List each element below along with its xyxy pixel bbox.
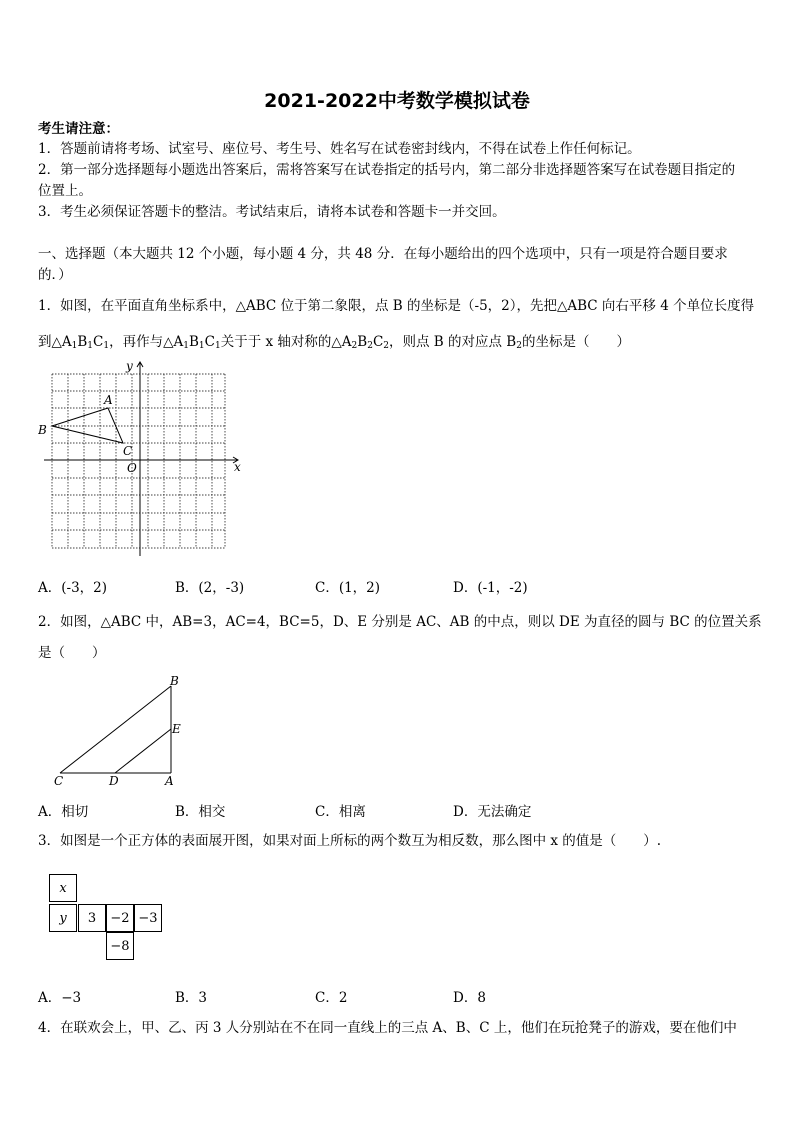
notice-item-2-cont: 位置上。 [38,183,92,199]
section-heading: 一、选择题（本大题共 12 个小题，每小题 4 分，共 48 分．在每小题给出的四个选项中，只有一项是符合题目要求 [38,246,728,262]
label-y: y [126,359,133,373]
q2-triangle-figure [50,672,190,792]
label-a: A [104,393,113,407]
q3-option-b[interactable]: B．3 [175,990,208,1006]
q2-option-d[interactable]: D．无法确定 [453,804,532,820]
label-e: E [172,722,181,736]
notice-item-1: 1．答题前请将考场、试室号、座位号、考生号、姓名写在试卷密封线内，不得在试卷上作任何标记。 [38,141,641,157]
section-heading-cont: 的．） [38,267,72,283]
net-cell-x: x [49,874,77,902]
notice-item-2: 2．第一部分选择题每小题选出答案后，需将答案写在试卷指定的括号内，第二部分非选择题答案写在试卷题目指定的 [38,162,736,178]
q4-stem-line1: 4．在联欢会上，甲、乙、丙 3 人分别站在不在同一直线上的三点 A、B、C 上，他们在玩抢凳子的游戏，要在他们中 [38,1020,737,1036]
net-cell-neg3: −3 [134,904,162,932]
label-d: D [109,774,119,788]
label-c: C [123,444,133,458]
q1-option-a[interactable]: A．(-3，2) [38,580,108,596]
label-b: B [170,674,179,688]
q2-stem-line1: 2．如图，△ABC 中，AB=3，AC=4，BC=5，D、E 分别是 AC、AB 的中点，则以 DE 为直径的圆与 BC 的位置关系 [38,614,762,630]
q2-stem-line2: 是（ ） [38,645,106,661]
q3-option-d[interactable]: D．8 [453,990,486,1006]
net-cell-3: 3 [78,904,106,932]
notice-item-3: 3．考生必须保证答题卡的整洁。考试结束后，请将本试卷和答题卡一并交回。 [38,204,506,220]
net-cell-y: y [49,904,77,932]
label-o: O [127,461,137,475]
q3-stem: 3．如图是一个正方体的表面展开图，如果对面上所标的两个数互为相反数，那么图中 x 的值是（ ）. [38,833,662,849]
q3-option-a[interactable]: A．−3 [38,990,82,1006]
label-c: C [54,774,64,788]
q1-stem-line1: 1．如图，在平面直角坐标系中，△ABC 位于第二象限，点 B 的坐标是（-5，2），先把△ABC 向右平移 4 个单位长度得 [38,298,755,314]
q2-option-b[interactable]: B．相交 [175,804,226,820]
q1-stem-line2: 到$\triangle A_1B_1C_1$，再作与$\triangle A_1B_1C_1$关于于 x 轴对称的$\triangle A_2B_2C_2$，则点 B 的对应点 $B_2$的坐标是（ ） [38,334,630,351]
label-x: x [234,460,241,474]
net-cell-neg8: −8 [106,932,134,960]
label-a: A [165,774,174,788]
q2-option-c[interactable]: C．相离 [315,804,366,820]
notice-heading: 考生请注意： [38,121,119,137]
q1-option-c[interactable]: C．(1，2) [315,580,381,596]
q1-coordinate-grid-figure [38,358,253,560]
q1-option-b[interactable]: B．(2，-3) [175,580,245,596]
q1-option-d[interactable]: D．(-1，-2) [453,580,528,596]
q2-option-a[interactable]: A．相切 [38,804,89,820]
net-cell-neg2: −2 [106,904,134,932]
q3-option-c[interactable]: C．2 [315,990,348,1006]
label-b: B [38,423,47,437]
triangle-abc [52,408,123,443]
page-title: 2021-2022中考数学模拟试卷 [264,90,530,112]
